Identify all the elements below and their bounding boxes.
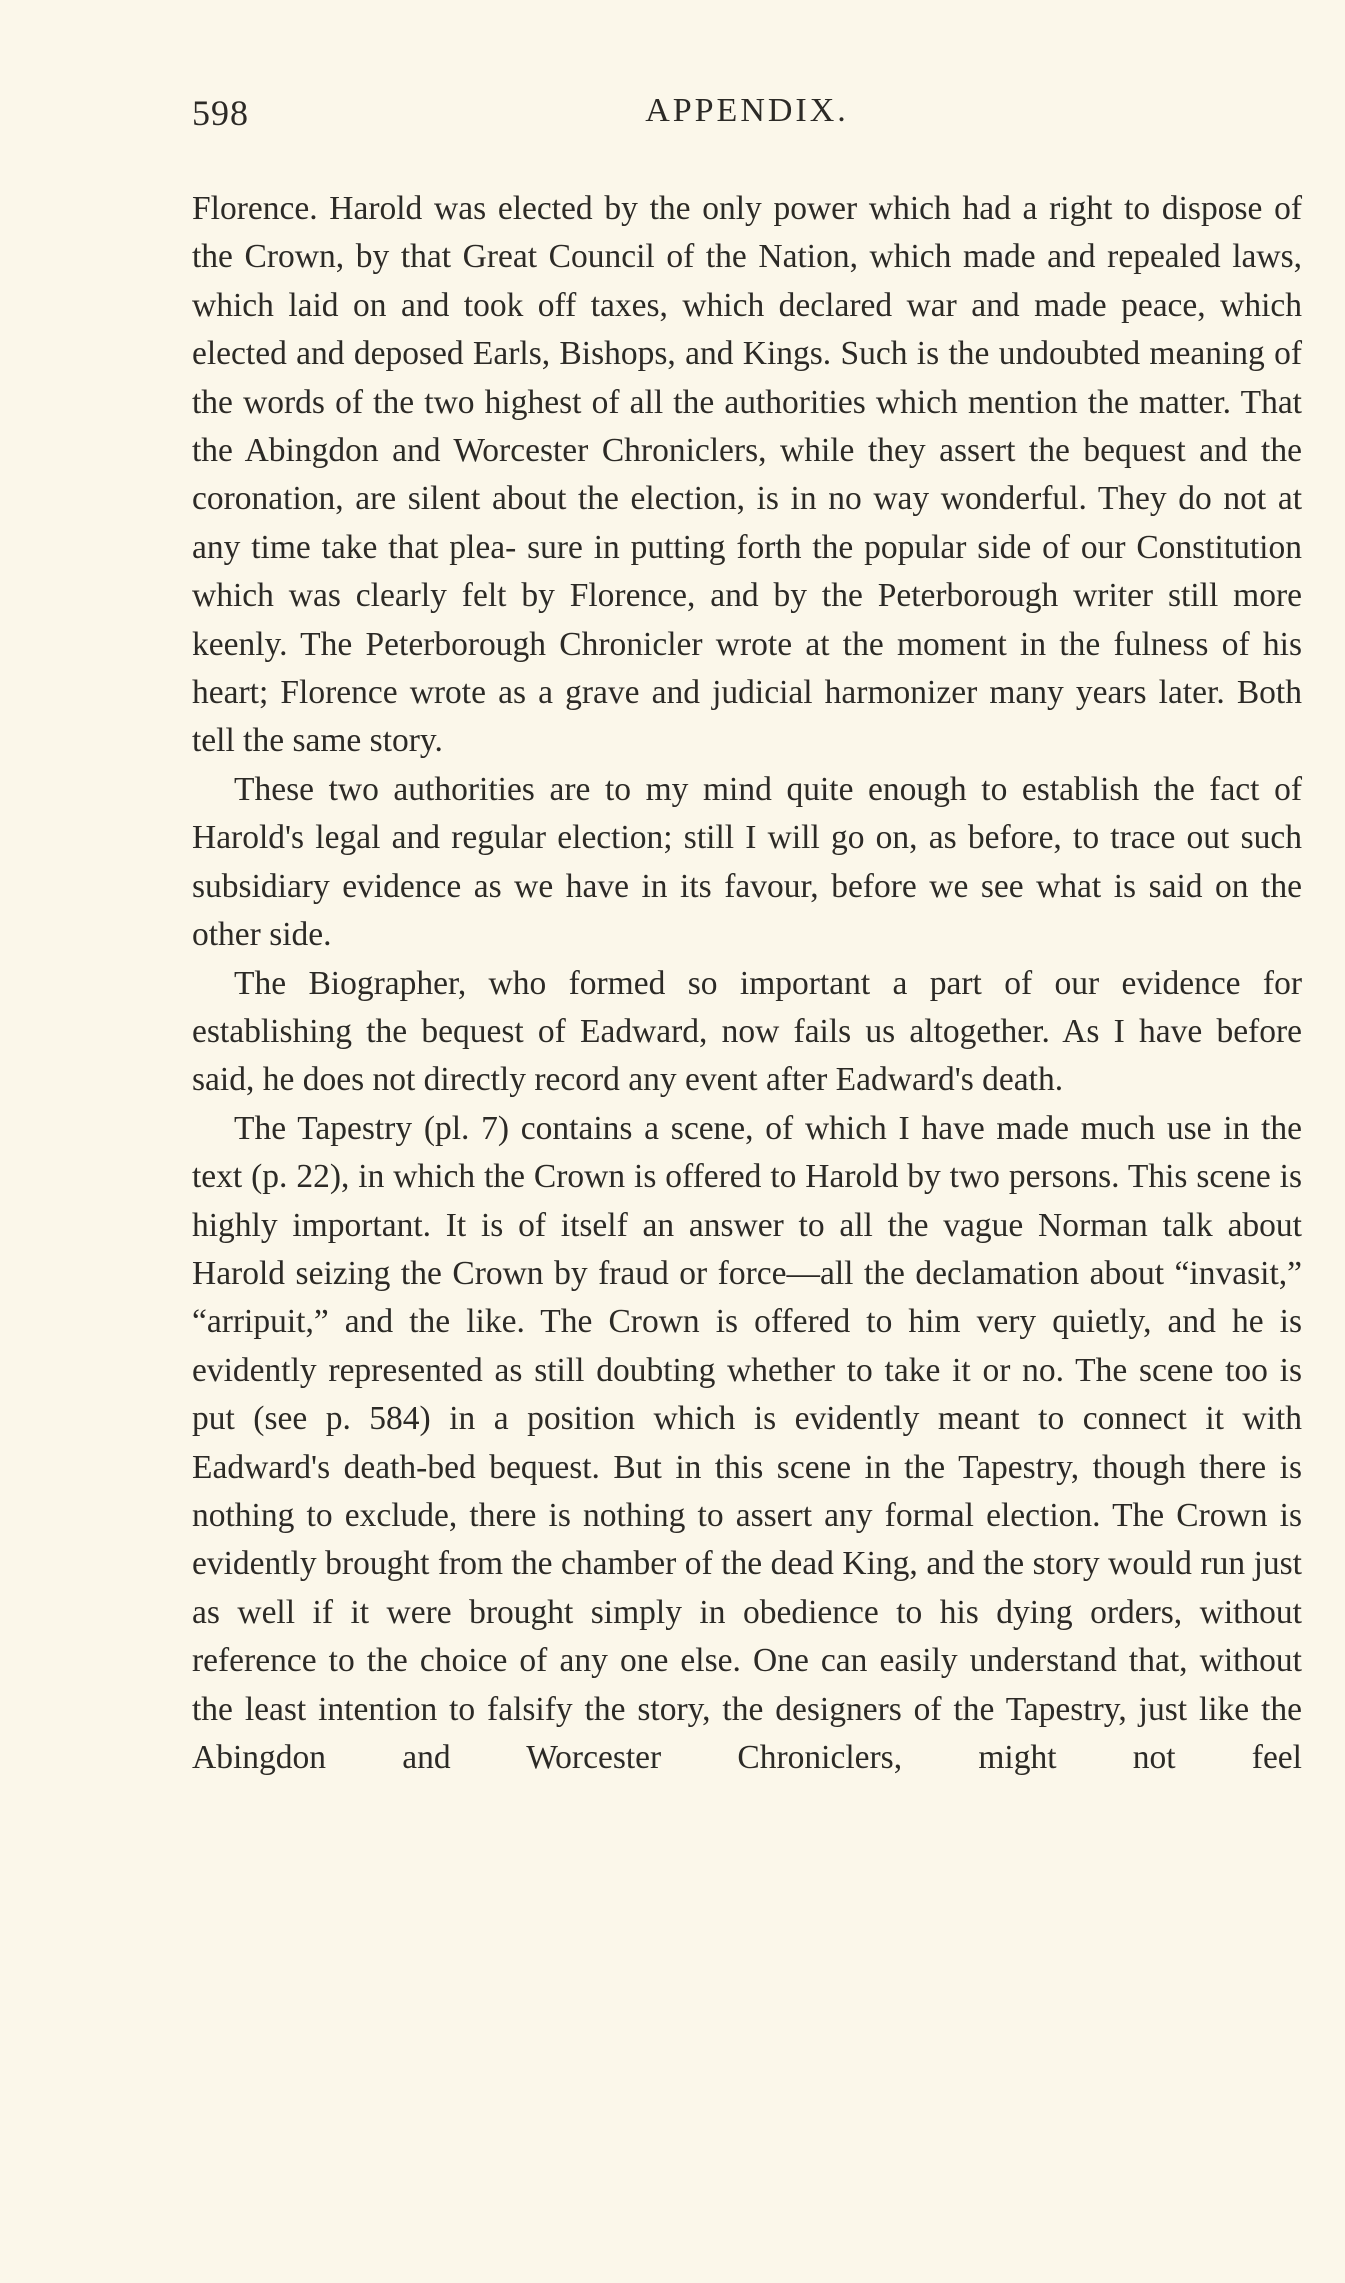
paragraph-2: These two authorities are to my mind quite enough to establish the fact of Harold's legal and regular election; still I will go on, as before, to trace out such subsidiary evidence as we have in its favour, before we see what is said on the other side. xyxy=(192,770,1302,954)
paragraph-1: Florence. Harold was elected by the only power which had a right to dispose of the Crown, by that Great Council of the Nation, which made and repealed laws, which laid on and took off taxes, which declared war and made peace, which elected and deposed Earls, Bishops, and Kings. Such is the undoubted meaning of the words of the two highest of all the authorities which mention the matter. That the Abingdon and Worcester Chroniclers, while they assert the bequest and the coronation, are silent about the election, is in no way wonderful. They do not at any time take that plea- sure in putting forth the popular side of our Constitution which was clearly felt by Florence, and by the Peterborough writer still more keenly. The Peterborough Chronicler wrote at the moment in the fulness of his heart; Florence wrote as a grave and judicial harmonizer many years later. Both tell the same story. xyxy=(192,190,1302,760)
page-number: 598 xyxy=(192,93,249,133)
paragraph-3: The Biographer, who formed so important a part of our evidence for establishing the bequest of Eadward, now fails us altogether. As I have before said, he does not directly record any event after Eadward's death. xyxy=(192,964,1302,1099)
page-header xyxy=(192,92,1302,142)
paragraph-4: The Tapestry (pl. 7) contains a scene, of which I have made much use in the text (p. 22), in which the Crown is offered to Harold by two persons. This scene is highly important. It is of itself an answer to all the vague Norman talk about Harold seizing the Crown by fraud or force—all the declamation about “invasit,” “arripuit,” and the like. The Crown is offered to him very quietly, and he is evidently represented as still doubting whether to take it or no. The scene too is put (see p. 584) in a position which is evidently meant to connect it with Eadward's death-bed bequest. But in this scene in the Tapestry, though there is nothing to exclude, there is nothing to assert any formal election. The Crown is evidently brought from the chamber of the dead King, and the story would run just as well if it were brought simply in obedience to his dying orders, without reference to the choice of any one else. One can easily understand that, without the least intention to falsify the story, the designers of the Tapestry, just like the Abingdon and Worcester Chroniclers, might not feel xyxy=(192,1109,1302,1776)
running-head: APPENDIX. xyxy=(645,92,849,129)
body-text xyxy=(192,185,1302,1782)
